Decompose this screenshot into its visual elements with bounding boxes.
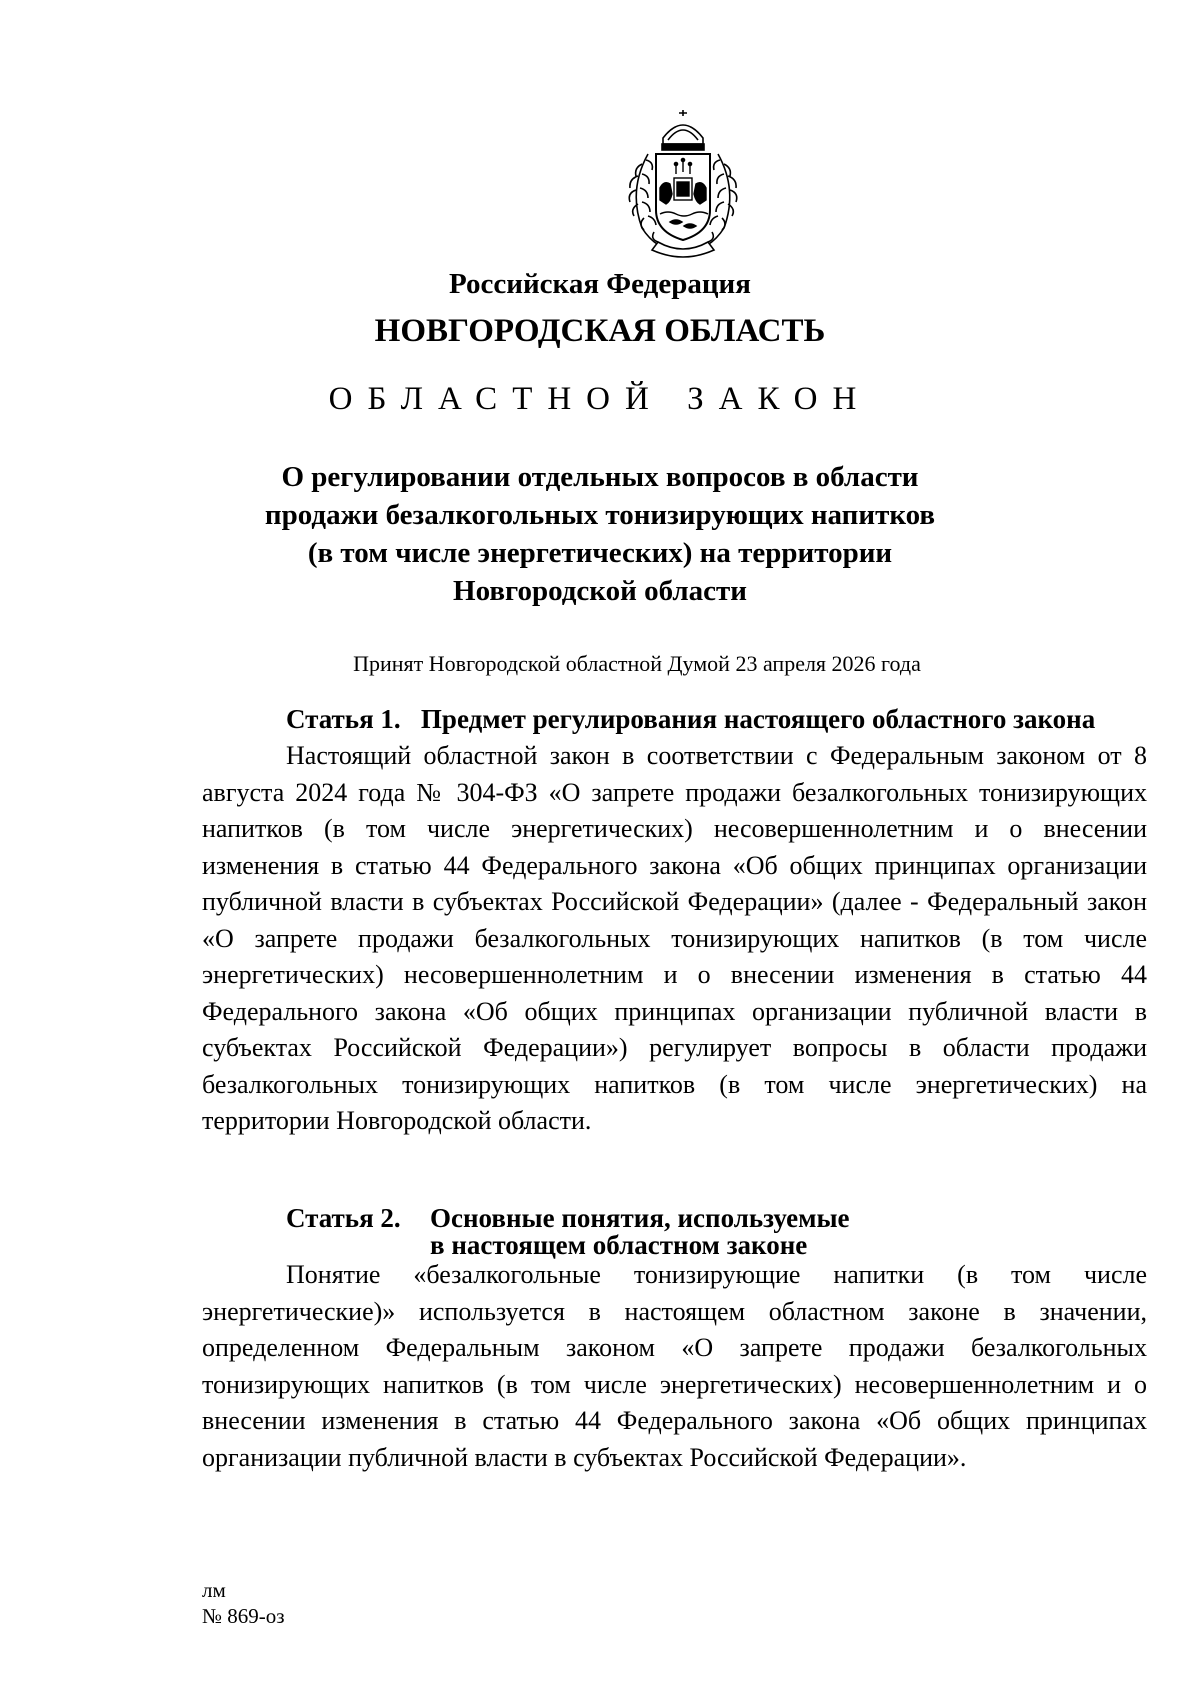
law-number: № 869-оз bbox=[202, 1604, 285, 1628]
article-1-body bbox=[202, 738, 1147, 1140]
article-2-label: Статья 2. bbox=[286, 1203, 401, 1233]
article-1-heading: Статья 1. Предмет регулирования настоящего областного закона bbox=[286, 704, 1096, 734]
law-title-line: О регулировании отдельных вопросов в области bbox=[281, 461, 919, 493]
article-2-title bbox=[430, 1205, 850, 1259]
law-title-line: (в том числе энергетических) на территории bbox=[307, 537, 893, 569]
document-type: ОБЛАСТНОЙ ЗАКОН bbox=[328, 381, 872, 417]
region-name: НОВГОРОДСКАЯ ОБЛАСТЬ bbox=[374, 313, 826, 349]
adoption-note: Принят Новгородской областной Думой 23 апреля 2026 года bbox=[353, 651, 921, 676]
federation-name: Российская Федерация bbox=[449, 268, 751, 300]
article-2-title-line: Основные понятия, используемые bbox=[430, 1203, 850, 1233]
law-title-line: продажи безалкогольных тонизирующих напитков bbox=[264, 499, 936, 531]
article-2-body bbox=[202, 1257, 1147, 1476]
novgorod-coat-of-arms-icon bbox=[618, 110, 748, 260]
article-2-title-line: в настоящем областном законе bbox=[430, 1230, 808, 1260]
article-2-paragraph: Понятие «безалкогольные тонизирующие напитки (в том числе энергетические)» используется в настоящем областном законе в значении, определенном Федеральным законом «О запрете продажи безалкогольных тонизирующих напитков (в том числе энергетических) несовершеннолетним и о внесении изменения в статью 44 Федерального закона «Об общих принципах организации публичной власти в субъектах Российской Федерации». bbox=[202, 1260, 1147, 1472]
document-code bbox=[202, 1577, 285, 1629]
article-1-paragraph: Настоящий областной закон в соответствии с Федеральным законом от 8 августа 2024 года № 304-ФЗ «О запрете продажи безалкогольных тонизирующих напитков (в том числе энергетических) несовершеннолетним и о внесении изменения в статью 44 Федерального закона «Об общих принципах организации публичной власти в субъектах Российской Федерации» (далее - Федеральный закон «О запрете продажи безалкогольных тонизирующих напитков (в том числе энергетических) несовершеннолетним и о внесении изменения в статью 44 Федерального закона «Об общих принципах организации публичной власти в субъектах Российской Федерации») регулирует вопросы в области продажи безалкогольных тонизирующих напитков (в том числе энергетических) на территории Новгородской области. bbox=[202, 741, 1147, 1135]
operator-initials: лм bbox=[202, 1578, 226, 1602]
law-title-line: Новгородской области bbox=[453, 575, 747, 607]
law-title bbox=[240, 458, 960, 610]
